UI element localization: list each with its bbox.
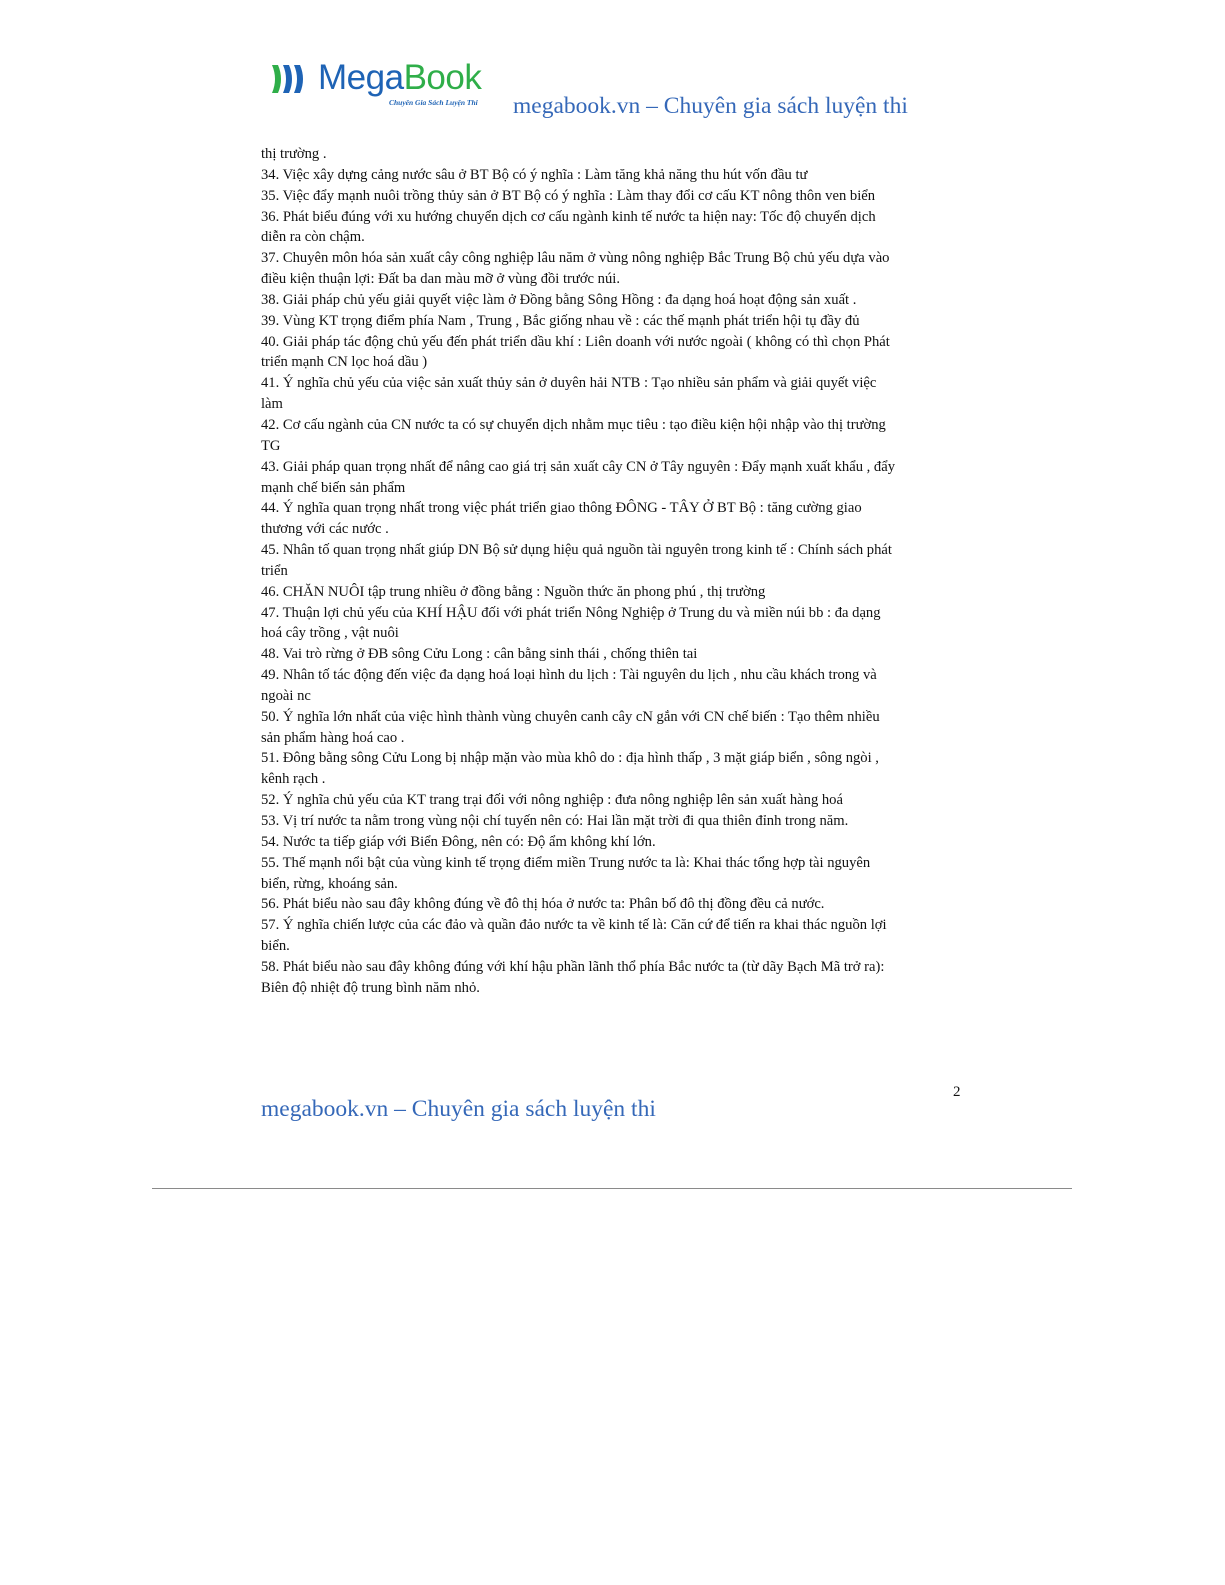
logo-tagline: Chuyên Gia Sách Luyện Thi [389,98,478,107]
list-item: 49. Nhân tố tác động đến việc đa dạng hoá loại hình du lịch : Tài nguyên du lịch , nhu cầu khách trong và ngoài nc [261,667,877,704]
list-item: thị trường . [261,146,327,162]
list-item: 45. Nhân tố quan trọng nhất giúp DN Bộ sử dụng hiệu quả nguồn tài nguyên trong kinh tế : Chính sách phát triển [261,542,892,579]
list-item: 50. Ý nghĩa lớn nhất của việc hình thành vùng chuyên canh cây cN gắn với CN chế biến : Tạo thêm nhiều sản phẩm hàng hoá cao . [261,708,880,746]
list-item: 46. CHĂN NUÔI tập trung nhiều ở đồng bằng : Nguồn thức ăn phong phú , thị trường [261,583,766,600]
list-item: 44. Ý nghĩa quan trọng nhất trong việc phát triển giao thông ĐÔNG - TÂY Ở BT Bộ : tăng cường giao thương với các nước . [261,500,862,538]
list-item: 39. Vùng KT trọng điểm phía Nam , Trung , Bắc giống nhau về : các thế mạnh phát triển hội tụ đầy đủ [261,312,860,329]
list-item: 58. Phát biểu nào sau đây không đúng với khí hậu phần lãnh thổ phía Bắc nước ta (từ dãy Bạch Mã trở ra): Biên độ nhiệt độ trung bình năm nhỏ. [261,958,885,996]
megabook-logo [270,58,500,112]
list-item: 40. Giải pháp tác động chủ yếu đến phát triển dầu khí : Liên doanh với nước ngoài ( không có thì chọn Phát triển mạnh CN lọc hoá dầu ) [261,333,890,371]
list-item: 48. Vai trò rừng ở ĐB sông Cửu Long : cân bằng sinh thái , chống thiên tai [261,646,698,663]
page-number: 2 [953,1084,961,1100]
list-item: 47. Thuận lợi chủ yếu của KHÍ HẬU đối với phát triển Nông Nghiệp ở Trung du và miền núi bb : đa dạng hoá cây trồng , vật nuôi [261,604,881,642]
book-stripes-icon [270,62,316,96]
list-item: 42. Cơ cấu ngành của CN nước ta có sự chuyển dịch nhằm mục tiêu : tạo điều kiện hội nhập vào thị trường TG [261,416,886,454]
list-item: 37. Chuyên môn hóa sản xuất cây công nghiệp lâu năm ở vùng nông nghiệp Bắc Trung Bộ chủ yếu dựa vào điều kiện thuận lợi: Đất ba dan màu mỡ ở vùng đồi trước núi. [261,250,890,288]
list-item: 56. Phát biểu nào sau đây không đúng về đô thị hóa ở nước ta: Phân bố đô thị đồng đều cả nước. [261,896,825,913]
list-item: 54. Nước ta tiếp giáp với Biển Đông, nên có: Độ ẩm không khí lớn. [261,833,656,850]
footer-site-link[interactable]: megabook.vn – Chuyên gia sách luyện thi [261,1096,656,1122]
list-item: 53. Vị trí nước ta nằm trong vùng nội chí tuyến nên có: Hai lần mặt trời đi qua thiên đỉnh trong năm. [261,813,849,829]
list-item: 51. Đông bằng sông Cửu Long bị nhập mặn vào mùa khô do : địa hình thấp , 3 mặt giáp biển , sông ngòi , kênh rạch . [261,750,879,788]
page-divider [152,1188,1072,1189]
logo-wordmark [318,58,481,98]
list-item: 36. Phát biểu đúng với xu hướng chuyển dịch cơ cấu ngành kinh tế nước ta hiện nay: Tốc độ chuyển dịch diễn ra còn chậm. [261,208,876,246]
list-item: 52. Ý nghĩa chủ yếu của KT trang trại đối với nông nghiệp : đưa nông nghiệp lên sản xuất hàng hoá [261,792,843,809]
list-item: 38. Giải pháp chủ yếu giải quyết việc làm ở Đồng bằng Sông Hồng : đa dạng hoá hoạt động sản xuất . [261,291,857,308]
list-item: 34. Việc xây dựng cảng nước sâu ở BT Bộ có ý nghĩa : Làm tăng khả năng thu hút vốn đầu tư [261,166,808,183]
list-item: 41. Ý nghĩa chủ yếu của việc sản xuất thủy sản ở duyên hải NTB : Tạo nhiều sản phẩm và giải quyết việc làm [261,375,877,413]
list-item: 35. Việc đẩy mạnh nuôi trồng thủy sản ở BT Bộ có ý nghĩa : Làm thay đổi cơ cấu KT nông thôn ven biển [261,187,876,204]
logo-wordmark-mega: Mega [318,58,404,97]
list-item: 55. Thế mạnh nổi bật của vùng kinh tế trọng điểm miền Trung nước ta là: Khai thác tổng hợp tài nguyên biển, rừng, khoáng sản. [261,854,871,892]
header-site-link[interactable]: megabook.vn – Chuyên gia sách luyện thi [513,93,908,119]
list-item: 43. Giải pháp quan trọng nhất để nâng cao giá trị sản xuất cây CN ở Tây nguyên : Đẩy mạnh xuất khẩu , đẩy mạnh chế biến sản phẩm [261,458,896,496]
list-item: 57. Ý nghĩa chiến lược của các đảo và quần đảo nước ta về kinh tế là: Căn cứ để tiến ra khai thác nguồn lợi biển. [261,917,887,955]
logo-wordmark-book: Book [403,58,482,97]
document-body [261,144,901,999]
